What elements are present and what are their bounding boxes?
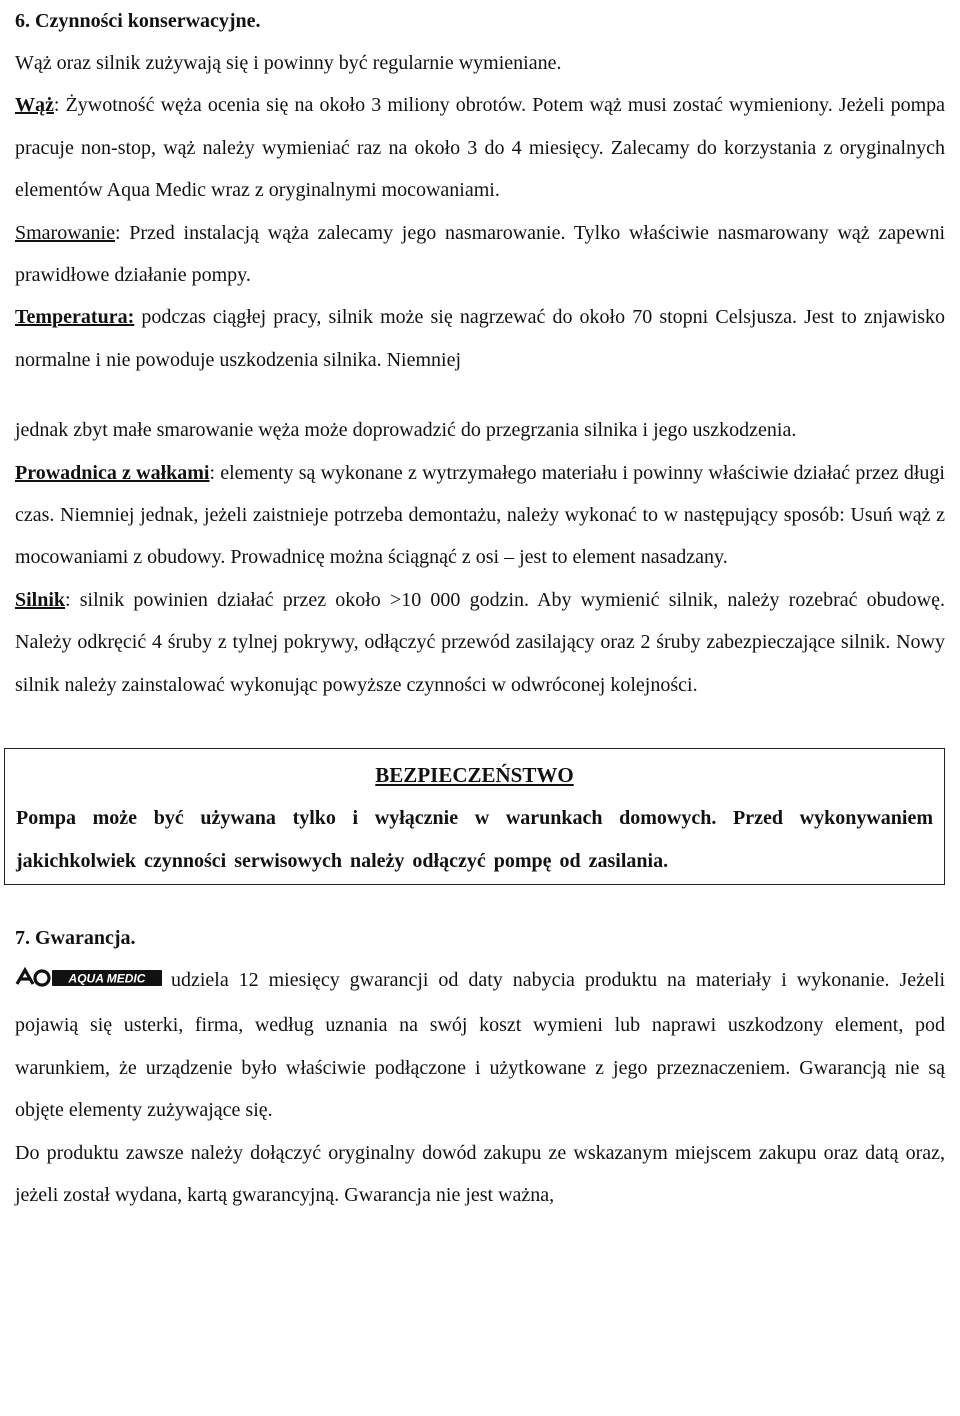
paragraph-temperatura: [15, 296, 945, 381]
safety-title: BEZPIECZEŃSTWO: [375, 763, 574, 788]
term-waz: Wąż: [15, 94, 54, 117]
term-silnik: Silnik: [15, 588, 66, 611]
document-page: [15, 0, 945, 1216]
warranty-paragraph-1-text: udziela 12 miesięcy gwarancji od daty nabycia produktu na materiały i wykonanie. Jeżeli pojawią się usterki, firma, według uznania na swój koszt wymieni lub naprawi uszkodzony element, pod warunkiem, że urządzenie było właściwie podłączone i użytkowane z jego przeznaczeniem. Gwarancją nie są objęte elementy zużywające się.: [15, 968, 945, 1122]
aqua-medic-logo: [15, 962, 165, 1004]
section-7-heading: 7. Gwarancja.: [15, 926, 136, 949]
safety-text: Pompa może być używana tylko i wyłącznie w warunkach domowych. Przed wykonywaniem jakichkolwiek czynności serwisowych należy odłączyć pompę od zasilania.: [16, 807, 933, 872]
logo-text: AQUA MEDIC: [68, 971, 146, 986]
spacer: [15, 381, 945, 409]
paragraph-silnik: [15, 579, 945, 706]
spacer: [15, 885, 945, 917]
section-6-heading: 6. Czynności konserwacyjne.: [15, 10, 261, 32]
safety-box: [4, 748, 945, 885]
paragraph-smarowanie-text: : Przed instalacją wąża zalecamy jego nasmarowanie. Tylko właściwie nasmarowany wąż zapewni prawidłowe działanie pompy.: [15, 221, 945, 287]
paragraph-prowadnica-text: : elementy są wykonane z wytrzymałego materiału i powinny właściwie działać przez długi czas. Niemniej jednak, jeżeli zaistnieje potrzeba demontażu, należy wykonać to w następujący sposób: Usuń wąż z mocowaniami z obudowy. Prowadnicę można ściągnąć z osi – jest to element nasadzany.: [15, 461, 945, 569]
term-prowadnica: Prowadnica z wałkami: [15, 461, 210, 484]
paragraph-temperatura-text: podczas ciągłej pracy, silnik może się nagrzewać do około 70 stopni Celsjusza. Jest to znjawisko normalne i nie powoduje uszkodzenia silnika. Niemniej: [15, 306, 945, 371]
term-temperatura: Temperatura:: [15, 306, 135, 329]
warranty-paragraph-2: Do produktu zawsze należy dołączyć oryginalny dowód zakupu ze wskazanym miejscem zakupu oraz datą oraz, jeżeli został wydana, kartą gwarancyjną. Gwarancja nie jest ważna,: [15, 1141, 945, 1206]
spacer: [15, 706, 945, 748]
paragraph-silnik-text: : silnik powinien działać przez około >10 000 godzin. Aby wymienić silnik, należy rozebrać obudowę. Należy odkręcić 4 śruby z tylnej pokrywy, odłączyć przewód zasilający oraz 2 śruby zabezpieczające silnik. Nowy silnik należy zainstalować wykonując powyższe czynności w odwróconej kolejności.: [15, 588, 945, 696]
section-6-intro: Wąż oraz silnik zużywają się i powinny być regularnie wymieniane.: [15, 52, 562, 74]
paragraph-smarowanie: [15, 212, 945, 297]
warranty-paragraph-1: [15, 959, 945, 1132]
paragraph-waz: [15, 84, 945, 211]
paragraph-temperatura-continuation: jednak zbyt małe smarowanie węża może doprowadzić do przegrzania silnika i jego uszkodzenia.: [15, 419, 797, 442]
paragraph-waz-text: : Żywotność węża ocenia się na około 3 miliony obrotów. Potem wąż musi zostać wymieniony. Jeżeli pompa pracuje non-stop, wąż należy wymieniać raz na około 3 do 4 miesięcy. Zalecamy do korzystania z oryginalnych elementów Aqua Medic wraz z oryginalnymi mocowaniami.: [15, 94, 945, 202]
paragraph-prowadnica: [15, 452, 945, 579]
term-smarowanie: Smarowanie: [15, 221, 115, 244]
